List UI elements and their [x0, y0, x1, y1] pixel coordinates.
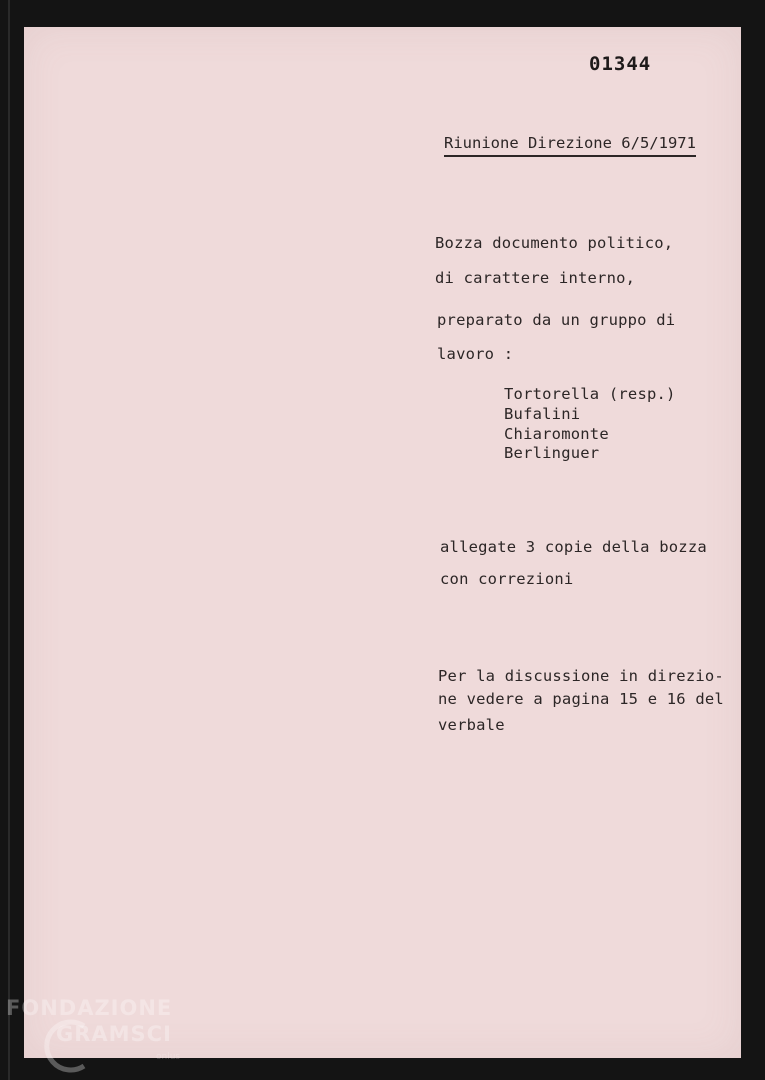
- watermark-line-2: GRAMSCI: [56, 1022, 172, 1046]
- meeting-heading: Riunione Direzione 6/5/1971: [444, 134, 696, 157]
- discussion-line-2: ne vedere a pagina 15 e 16 del: [438, 690, 724, 708]
- watermark-sub: onlus: [156, 1052, 181, 1062]
- document-number: 01344: [589, 53, 652, 75]
- binder-edge: [8, 0, 10, 1080]
- member-name: Chiaromonte: [504, 425, 609, 443]
- fondazione-gramsci-watermark: [6, 996, 206, 1076]
- member-name: Berlinguer: [504, 444, 600, 462]
- attached-line-2: con correzioni: [440, 570, 574, 588]
- attached-line-1: allegate 3 copie della bozza: [440, 538, 707, 556]
- prepared-line-2: lavoro :: [437, 345, 514, 363]
- member-name: Bufalini: [504, 405, 581, 423]
- intro-line-2: di carattere interno,: [435, 269, 636, 287]
- intro-line-1: Bozza documento politico,: [435, 234, 674, 252]
- discussion-line-1: Per la discussione in direzio-: [438, 667, 724, 685]
- watermark-line-1: FONDAZIONE: [6, 996, 173, 1020]
- member-name: Tortorella (resp.): [504, 385, 676, 403]
- prepared-line-1: preparato da un gruppo di: [437, 311, 676, 329]
- discussion-line-3: verbale: [438, 716, 505, 734]
